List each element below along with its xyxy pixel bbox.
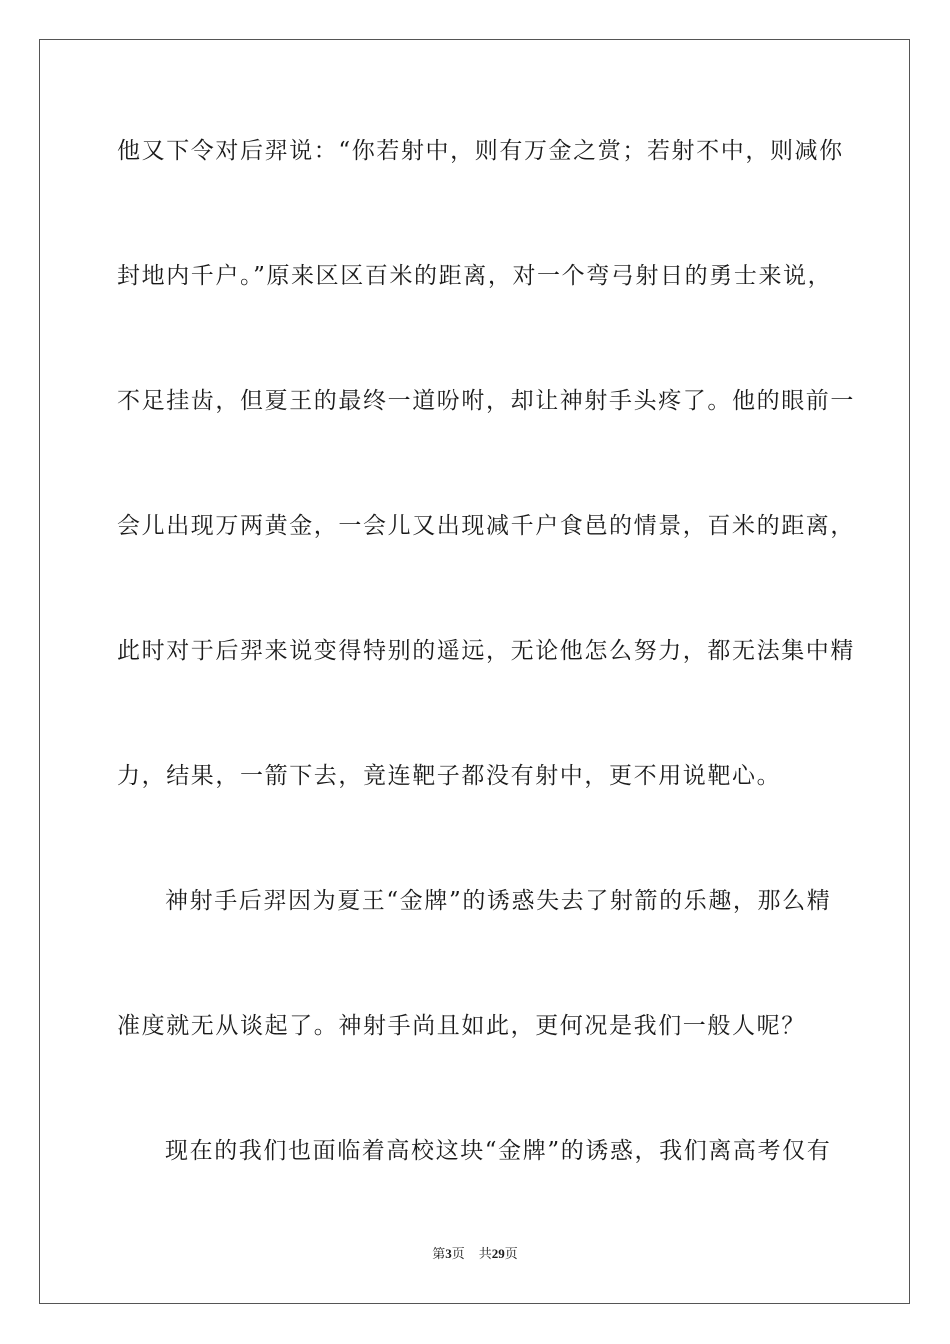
page-footer — [0, 1245, 950, 1264]
page-suffix: 页 — [451, 1247, 465, 1262]
text-line-4: 会儿出现万两黄金，一会儿又出现减千户食邑的情景，百米的距离， — [117, 513, 855, 539]
text-line-8: 准度就无从谈起了。神射手尚且如此，更何况是我们一般人呢？ — [117, 1013, 806, 1039]
total-suffix: 页 — [504, 1247, 518, 1262]
page-prefix: 第 — [432, 1247, 446, 1262]
text-line-3: 不足挂齿，但夏王的最终一道吩咐，却让神射手头疼了。他的眼前一 — [117, 388, 855, 414]
total-prefix: 共 — [478, 1247, 492, 1262]
text-line-5: 此时对于后羿来说变得特别的遥远，无论他怎么努力，都无法集中精 — [117, 638, 855, 664]
text-line-1: 他又下令对后羿说：“你若射中，则有万金之赏；若射不中，则减你 — [117, 138, 844, 164]
page-border — [39, 39, 910, 1304]
text-line-7: 神射手后羿因为夏王“金牌”的诱惑失去了射箭的乐趣，那么精 — [165, 888, 832, 914]
text-line-6: 力，结果，一箭下去，竟连靶子都没有射中，更不用说靶心。 — [117, 763, 782, 789]
total-pages: 29 — [491, 1246, 505, 1261]
text-line-9: 现在的我们也面临着高校这块“金牌”的诱惑，我们离高考仅有 — [165, 1138, 832, 1164]
text-line-2: 封地内千户。”原来区区百米的距离，对一个弯弓射日的勇士来说， — [117, 263, 833, 289]
page-number: 3 — [445, 1246, 452, 1261]
